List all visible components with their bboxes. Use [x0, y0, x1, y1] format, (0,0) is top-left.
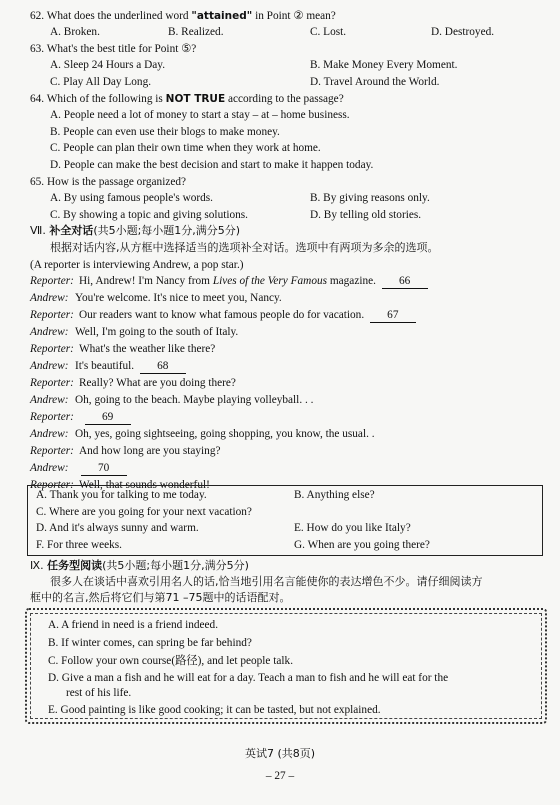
section-9-instruction-1: 很多人在谈话中喜欢引用名人的话,恰当地引用名言能使你的表达增色不少。请仔细阅读方 [50, 575, 483, 588]
speaker-label: Reporter: [30, 343, 74, 355]
dialogue-text: What's the weather like there? [79, 343, 216, 355]
dialogue-line [30, 360, 186, 374]
dialogue-line [30, 343, 215, 356]
q64-option-a[interactable]: A. People need a lot of money to start a stay – at – home business. [50, 109, 350, 121]
dialogue-text: Oh, going to the beach. Maybe playing volleyball. . . [75, 394, 314, 406]
dialogue-text: Our readers want to know what famous people do for vacation. [79, 309, 365, 321]
section-7-instruction: 根据对话内容,从方框中选择适当的选项补全对话。选项中有两项为多余的选项。 [50, 241, 439, 254]
dialogue-line [30, 292, 282, 305]
option-g: G. When are you going there? [294, 539, 430, 551]
q64-option-c[interactable]: C. People can plan their own time when they work at home. [50, 142, 321, 154]
q63-option-d[interactable]: D. Travel Around the World. [310, 76, 440, 88]
dialogue-text: Well, I'm going to the south of Italy. [75, 326, 239, 338]
footer-label: 英试7 (共8页) [244, 747, 316, 760]
quote-c: C. Follow your own course(路径), and let people talk. [48, 655, 294, 667]
speaker-label: Andrew: [30, 292, 69, 304]
dialogue-line [30, 428, 375, 441]
section-9-title: Ⅸ. 任务型阅读(共5小题;每小题1分,满分5分) [30, 559, 249, 572]
quote-a: A. A friend in need is a friend indeed. [48, 619, 219, 631]
q64-option-d[interactable]: D. People can make the best decision and start to make it happen today. [50, 159, 374, 171]
dialogue-text: Oh, yes, going sightseeing, going shopping, you know, the usual. . [75, 428, 375, 440]
dialogue-line [30, 394, 313, 407]
dialogue-note: (A reporter is interviewing Andrew, a pop star.) [30, 259, 244, 271]
answer-blank[interactable]: 70 [81, 462, 127, 476]
option-b: B. Anything else? [294, 489, 375, 501]
answer-blank[interactable]: 69 [85, 411, 131, 425]
magazine-title: Lives of the Very Famous [212, 275, 328, 287]
q65-option-c[interactable]: C. By showing a topic and giving solutions. [50, 209, 249, 221]
option-e: E. How do you like Italy? [294, 522, 411, 534]
dialogue-line [30, 445, 221, 458]
page-number: – 27 – [265, 770, 295, 782]
q62-option-d[interactable]: D. Destroyed. [431, 26, 495, 38]
dialogue-text: Hi, Andrew! I'm Nancy from [79, 275, 213, 287]
q64-option-b[interactable]: B. People can even use their blogs to make money. [50, 126, 280, 138]
answer-blank[interactable]: 66 [382, 275, 428, 289]
speaker-label: Andrew: [30, 326, 69, 338]
underlined-word: "attained" [191, 10, 253, 22]
option-a: A. Thank you for talking to me today. [36, 489, 207, 501]
speaker-label: Reporter: [30, 479, 74, 491]
section-7-title: Ⅶ. 补全对话(共5小题;每小题1分,满分5分) [30, 224, 241, 237]
quote-b: B. If winter comes, can spring be far behind? [48, 637, 252, 649]
speaker-label: Reporter: [30, 411, 74, 423]
dialogue-line [30, 411, 131, 425]
q62-option-c[interactable]: C. Lost. [310, 26, 347, 38]
speaker-label: Reporter: [30, 377, 74, 389]
speaker-label: Reporter: [30, 445, 74, 457]
dialogue-text: Well, that sounds wonderful! [79, 479, 210, 491]
dialogue-text: Really? What are you doing there? [79, 377, 236, 389]
question-65-stem: 65. How is the passage organized? [30, 176, 187, 188]
option-d: D. And it's always sunny and warm. [36, 522, 199, 534]
q65-option-a[interactable]: A. By using famous people's words. [50, 192, 214, 204]
question-63-stem: 63. What's the best title for Point ⑤? [30, 43, 197, 55]
answer-blank[interactable]: 68 [140, 360, 186, 374]
q65-option-b[interactable]: B. By giving reasons only. [310, 192, 430, 204]
dialogue-line [30, 326, 238, 339]
quote-e: E. Good painting is like good cooking; it can be tasted, but not explained. [48, 704, 381, 716]
speaker-label: Andrew: [30, 462, 69, 474]
q62-option-a[interactable]: A. Broken. [50, 26, 100, 38]
question-64-stem: 64. Which of the following is NOT TRUE according to the passage? [30, 93, 344, 105]
quote-d-cont: rest of his life. [66, 687, 132, 699]
q65-option-d[interactable]: D. By telling old stories. [310, 209, 422, 221]
speaker-label: Andrew: [30, 394, 69, 406]
q63-option-a[interactable]: A. Sleep 24 Hours a Day. [50, 59, 166, 71]
dialogue-text: You're welcome. It's nice to meet you, Nancy. [75, 292, 282, 304]
quote-d: D. Give a man a fish and he will eat for a day. Teach a man to fish and he will eat for the [48, 672, 449, 684]
option-f: F. For three weeks. [36, 539, 123, 551]
dialogue-line [30, 309, 416, 323]
dialogue-line [30, 462, 127, 476]
dialogue-line [30, 275, 428, 289]
speaker-label: Reporter: [30, 309, 74, 321]
dialogue-text: And how long are you staying? [79, 445, 221, 457]
q63-option-b[interactable]: B. Make Money Every Moment. [310, 59, 458, 71]
q62-option-b[interactable]: B. Realized. [168, 26, 224, 38]
dialogue-line [30, 377, 236, 390]
option-c: C. Where are you going for your next vacation? [36, 506, 252, 518]
dialogue-text: It's beautiful. [75, 360, 135, 372]
speaker-label: Reporter: [30, 275, 74, 287]
question-62-stem: 62. What does the underlined word "attained" in Point ② mean? [30, 10, 336, 22]
dialogue-text: magazine. [327, 275, 376, 287]
speaker-label: Andrew: [30, 428, 69, 440]
answer-blank[interactable]: 67 [370, 309, 416, 323]
speaker-label: Andrew: [30, 360, 69, 372]
q63-option-c[interactable]: C. Play All Day Long. [50, 76, 152, 88]
section-9-instruction-2: 框中的名言,然后将它们与第71 –75题中的话语配对。 [30, 591, 291, 604]
